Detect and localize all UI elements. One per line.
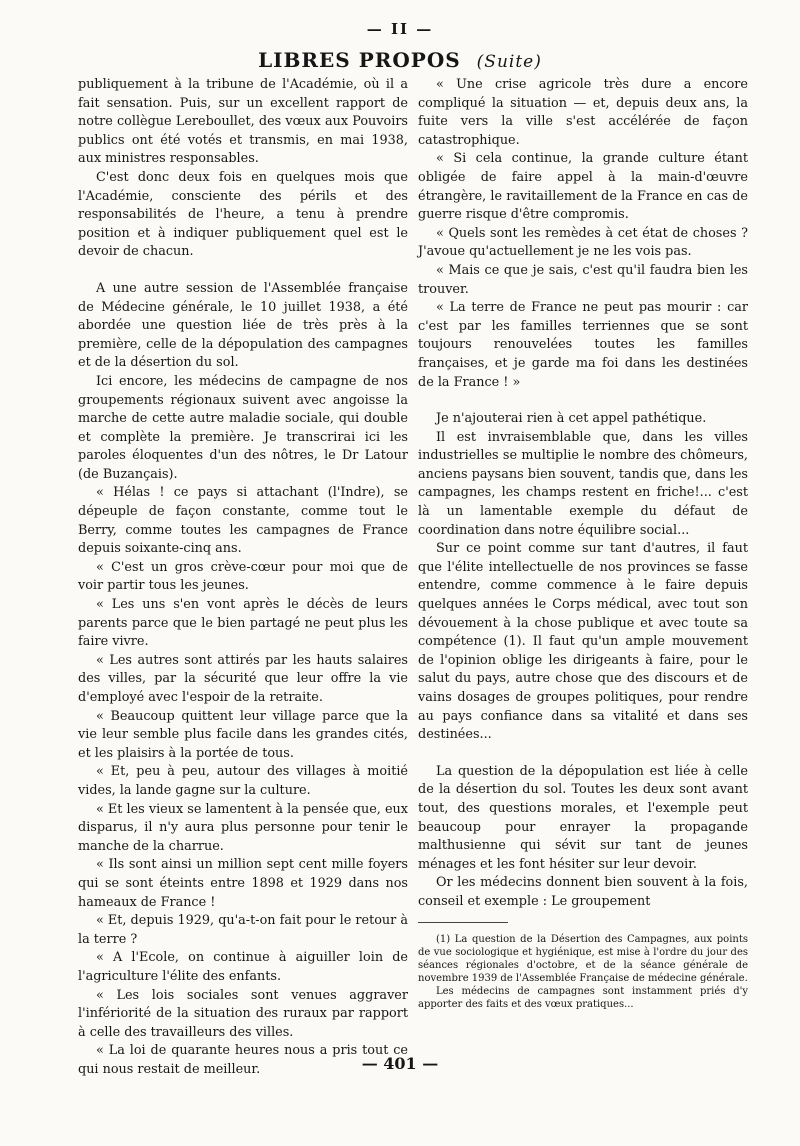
paragraph: « La terre de France ne peut pas mourir : car c'est par les familles terriennes que se sont toujours renouvelées toutes les familles françaises, et je garde ma foi dans les destinées de la France ! »	[418, 300, 748, 390]
paragraph: Il est invraisemblable que, dans les villes industrielles se multiplie le nombre des chômeurs, anciens paysans bien souvent, tandis que, dans les campagnes, les champs restent en friche!... c'est là un lamentable exemple du défaut de coordination dans notre équilibre social...	[418, 429, 748, 538]
header-title: LIBRES PROPOS	[258, 48, 461, 72]
paragraph: Je n'ajouterai rien à cet appel pathétique.	[436, 411, 707, 427]
paragraph: « Mais ce que je sais, c'est qu'il faudra bien les trouver.	[418, 262, 748, 297]
right-column	[418, 76, 748, 1011]
footer-page-number: — 401 —	[361, 1054, 439, 1073]
footnote: (1) La question de la Désertion des Campagnes, aux points de vue sociologique et hygiénique, est mise à l'ordre du jour des séances régionales d'octobre, et de la séance générale de novembre 1939 de l'Assemblée Française de médecine générale.	[418, 933, 748, 984]
paragraph: « Les uns s'en vont après le décès de leurs parents parce que le bien partagé ne peut plus les faire vivre.	[78, 597, 408, 650]
paragraph: A une autre session de l'Assemblée française de Médecine générale, le 10 juillet 1938, a été abordée une question liée de très près à la première, celle de la dépopulation des campagnes et de la désertion du sol.	[78, 280, 408, 371]
paragraph: publiquement à la tribune de l'Académie, où il a fait sensation. Puis, sur un excellent rapport de notre collègue Lereboullet, des vœux aux Pouvoirs publics ont été votés et transmis, en mai 1938, aux ministres responsables.	[78, 77, 408, 167]
page-number: — II —	[366, 20, 434, 38]
paragraph: Ici encore, les médecins de campagne de nos groupements régionaux suivent avec angoisse la marche de cette autre maladie sociale, qui double et complète la première. Je transcrirai ici les paroles éloquentes d'un des nôtres, le Dr Latour (de Buzançais).	[78, 373, 408, 482]
paragraph: C'est donc deux fois en quelques mois que l'Académie, consciente des périls et des responsabilités de l'heure, a tenu à prendre position et à indiquer publiquement quel est le devoir de chacun.	[78, 169, 408, 260]
paragraph: « Si cela continue, la grande culture étant obligée de faire appel à la main-d'œuvre étrangère, le ravitaillement de la France en cas de guerre risque d'être compromis.	[418, 151, 748, 223]
footnote: Les médecins de campagnes sont instamment priés d'y apporter des faits et des vœux pratiques...	[418, 985, 748, 1010]
paragraph: « Quels sont les remèdes à cet état de choses ? J'avoue qu'actuellement je ne les vois pas.	[418, 225, 748, 260]
paragraph: « Une crise agricole très dure a encore compliqué la situation — et, depuis deux ans, la fuite vers la ville s'est accélérée de façon catastrophique.	[418, 77, 748, 148]
paragraph: « Beaucoup quittent leur village parce que la vie leur semble plus facile dans les grandes cités, et les plaisirs à la portée de tous.	[78, 708, 408, 761]
paragraph: « A l'Ecole, on continue à aiguiller loin de l'agriculture l'élite des enfants.	[78, 950, 408, 984]
paragraph: Sur ce point comme sur tant d'autres, il faut que l'élite intellectuelle de nos provinces se fasse entendre, comme commence à le faire depuis quelques années le Corps médical, avec tout son dévouement à la chose publique et avec toute sa compétence (1). Il faut qu'un ample mouvement de l'opinion oblige les dirigeants à faire, pour le salut du pays, autre chose que des discours et de vains dosages de groupes politiques, pour rendre au pays confiance dans sa vitalité et dans ses destinées...	[418, 541, 748, 743]
paragraph: « C'est un gros crève-cœur pour moi que de voir partir tous les jeunes.	[78, 559, 408, 594]
paragraph: « Et, peu à peu, autour des villages à moitié vides, la lande gagne sur la culture.	[78, 764, 408, 798]
left-column	[78, 76, 408, 1079]
paragraph: « Les autres sont attirés par les hauts salaires des villes, par la sécurité que leur offre la vie d'employé avec l'espoir de la retraite.	[78, 652, 408, 705]
paragraph: Or les médecins donnent bien souvent à la fois, conseil et exemple : Le groupement	[418, 875, 748, 909]
paragraph: « La loi de quarante heures nous a pris tout ce qui nous restait de meilleur.	[78, 1043, 408, 1077]
footnotes	[418, 933, 748, 1011]
page-header	[0, 48, 800, 72]
paragraph: « Hélas ! ce pays si attachant (l'Indre), se dépeuple de façon constante, comme tout le Berry, comme toutes les campagnes de France depuis soixante-cinq ans.	[78, 485, 408, 557]
header-suite: (Suite)	[476, 52, 542, 72]
paragraph: « Ils sont ainsi un million sept cent mille foyers qui se sont éteints entre 1898 et 1929 dans nos hameaux de France !	[78, 857, 408, 910]
paragraph: « Les lois sociales sont venues aggraver l'infériorité de la situation des ruraux par rapport à celle des travailleurs des villes.	[78, 987, 408, 1040]
footnote-rule	[418, 922, 508, 929]
paragraph: « Et, depuis 1929, qu'a-t-on fait pour le retour à la terre ?	[78, 913, 408, 947]
paragraph: La question de la dépopulation est liée à celle de la désertion du sol. Toutes les deux sont avant tout, des questions morales, et l'exemple peut beaucoup pour enrayer la propagande malthusienne qui sévit sur tant de jeunes ménages et les font hésiter sur leur devoir.	[418, 763, 748, 872]
paragraph: « Et les vieux se lamentent à la pensée que, eux disparus, il n'y aura plus personne pour tenir le manche de la charrue.	[78, 801, 408, 854]
